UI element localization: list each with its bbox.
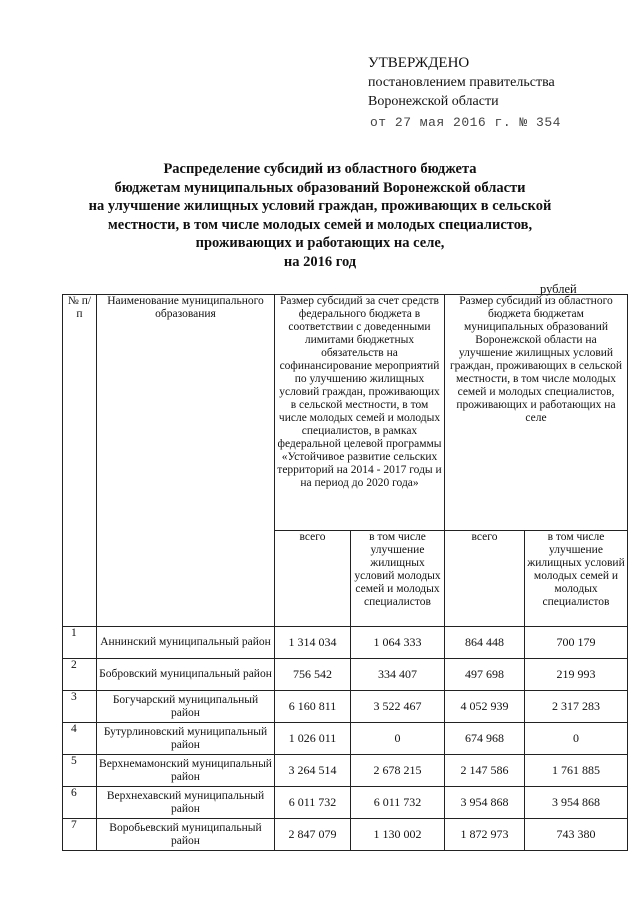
row-fed-total: 1 026 011 [275, 723, 351, 755]
row-fed-young: 1 064 333 [351, 627, 445, 659]
title-line: на улучшение жилищных условий граждан, проживающих в сельской [88, 198, 552, 214]
row-reg-young: 1 761 885 [525, 755, 628, 787]
row-num: 6 [63, 787, 97, 819]
row-reg-young: 2 317 283 [525, 691, 628, 723]
row-name: Верхнехавский муниципальный район [97, 787, 275, 819]
row-fed-total: 6 160 811 [275, 691, 351, 723]
row-reg-young: 700 179 [525, 627, 628, 659]
row-num: 7 [63, 819, 97, 851]
subheader-reg-young: в том числе улучшение жилищных условий молодых семей и молодых специалистов [525, 531, 628, 627]
row-reg-young: 3 954 868 [525, 787, 628, 819]
row-fed-young: 3 522 467 [351, 691, 445, 723]
title-line: на 2016 год [283, 253, 357, 270]
row-fed-young: 1 130 002 [351, 819, 445, 851]
title-line: Распределение субсидий из областного бюджета [163, 161, 477, 177]
row-name: Воробьевский муниципальный район [97, 819, 275, 851]
table-row [63, 627, 628, 659]
approval-line-2: Воронежской области [368, 94, 499, 109]
row-fed-total: 2 847 079 [275, 819, 351, 851]
row-num: 5 [63, 755, 97, 787]
title-line: проживающих и работающих на селе, [195, 235, 445, 251]
table-row [63, 787, 628, 819]
table-row [63, 659, 628, 691]
row-reg-total: 2 147 586 [445, 755, 525, 787]
header-num: № п/п [63, 295, 97, 627]
row-reg-total: 674 968 [445, 723, 525, 755]
approval-heading: УТВЕРЖДЕНО [368, 55, 470, 71]
row-fed-young: 0 [351, 723, 445, 755]
row-num: 3 [63, 691, 97, 723]
row-fed-young: 2 678 215 [351, 755, 445, 787]
table-row [63, 723, 628, 755]
header-federal: Размер субсидий за счет средств федерального бюджета в соответствии с доведенными лимитами бюджетных обязательств на софинансирование мероприятий по улучшению жилищных условий граждан, проживающих в сельской местности, в том числе молодых семей и молодых специалистов, в рамках федеральной целевой программы «Устойчивое развитие сельских территорий на 2014 - 2017 годы и на период до 2020 года» [275, 295, 445, 531]
row-reg-total: 3 954 868 [445, 787, 525, 819]
row-name: Верхнемамонский муниципальный район [97, 755, 275, 787]
approval-date: от 27 мая 2016 г. № 354 [370, 115, 561, 130]
row-num: 2 [63, 659, 97, 691]
document-title [60, 160, 580, 271]
row-reg-total: 4 052 939 [445, 691, 525, 723]
row-fed-total: 3 264 514 [275, 755, 351, 787]
row-name: Аннинский муниципальный район [97, 627, 275, 659]
row-num: 1 [63, 627, 97, 659]
subsidy-table [62, 294, 628, 851]
row-name: Богучарский муниципальный район [97, 691, 275, 723]
row-reg-total: 1 872 973 [445, 819, 525, 851]
table-row [63, 755, 628, 787]
row-fed-young: 6 011 732 [351, 787, 445, 819]
row-fed-total: 1 314 034 [275, 627, 351, 659]
row-name: Бобровский муниципальный район [97, 659, 275, 691]
row-reg-young: 743 380 [525, 819, 628, 851]
subheader-fed-young: в том числе улучшение жилищных условий молодых семей и молодых специалистов [351, 531, 445, 627]
table-row [63, 819, 628, 851]
title-line: бюджетам муниципальных образований Воронежской области [114, 179, 526, 196]
subheader-fed-total: всего [275, 531, 351, 627]
row-reg-young: 0 [525, 723, 628, 755]
title-line: местности, в том числе молодых семей и молодых специалистов, [107, 216, 533, 233]
row-reg-total: 497 698 [445, 659, 525, 691]
row-name: Бутурлиновский муниципальный район [97, 723, 275, 755]
row-reg-young: 219 993 [525, 659, 628, 691]
row-num: 4 [63, 723, 97, 755]
row-fed-young: 334 407 [351, 659, 445, 691]
row-fed-total: 756 542 [275, 659, 351, 691]
subheader-reg-total: всего [445, 531, 525, 627]
table-row [63, 691, 628, 723]
currency-unit: рублей [540, 282, 577, 296]
header-regional: Размер субсидий из областного бюджета бюджетам муниципальных образований Воронежской области на улучшение жилищных условий граждан, проживающих в сельской местности, в том числе молодых семей и молодых специалистов, проживающих и работающих на селе [445, 295, 628, 531]
row-fed-total: 6 011 732 [275, 787, 351, 819]
row-reg-total: 864 448 [445, 627, 525, 659]
approval-stamp [368, 54, 561, 132]
header-name: Наименование муниципального образования [97, 295, 275, 627]
approval-line-1: постановлением правительства [368, 75, 555, 90]
